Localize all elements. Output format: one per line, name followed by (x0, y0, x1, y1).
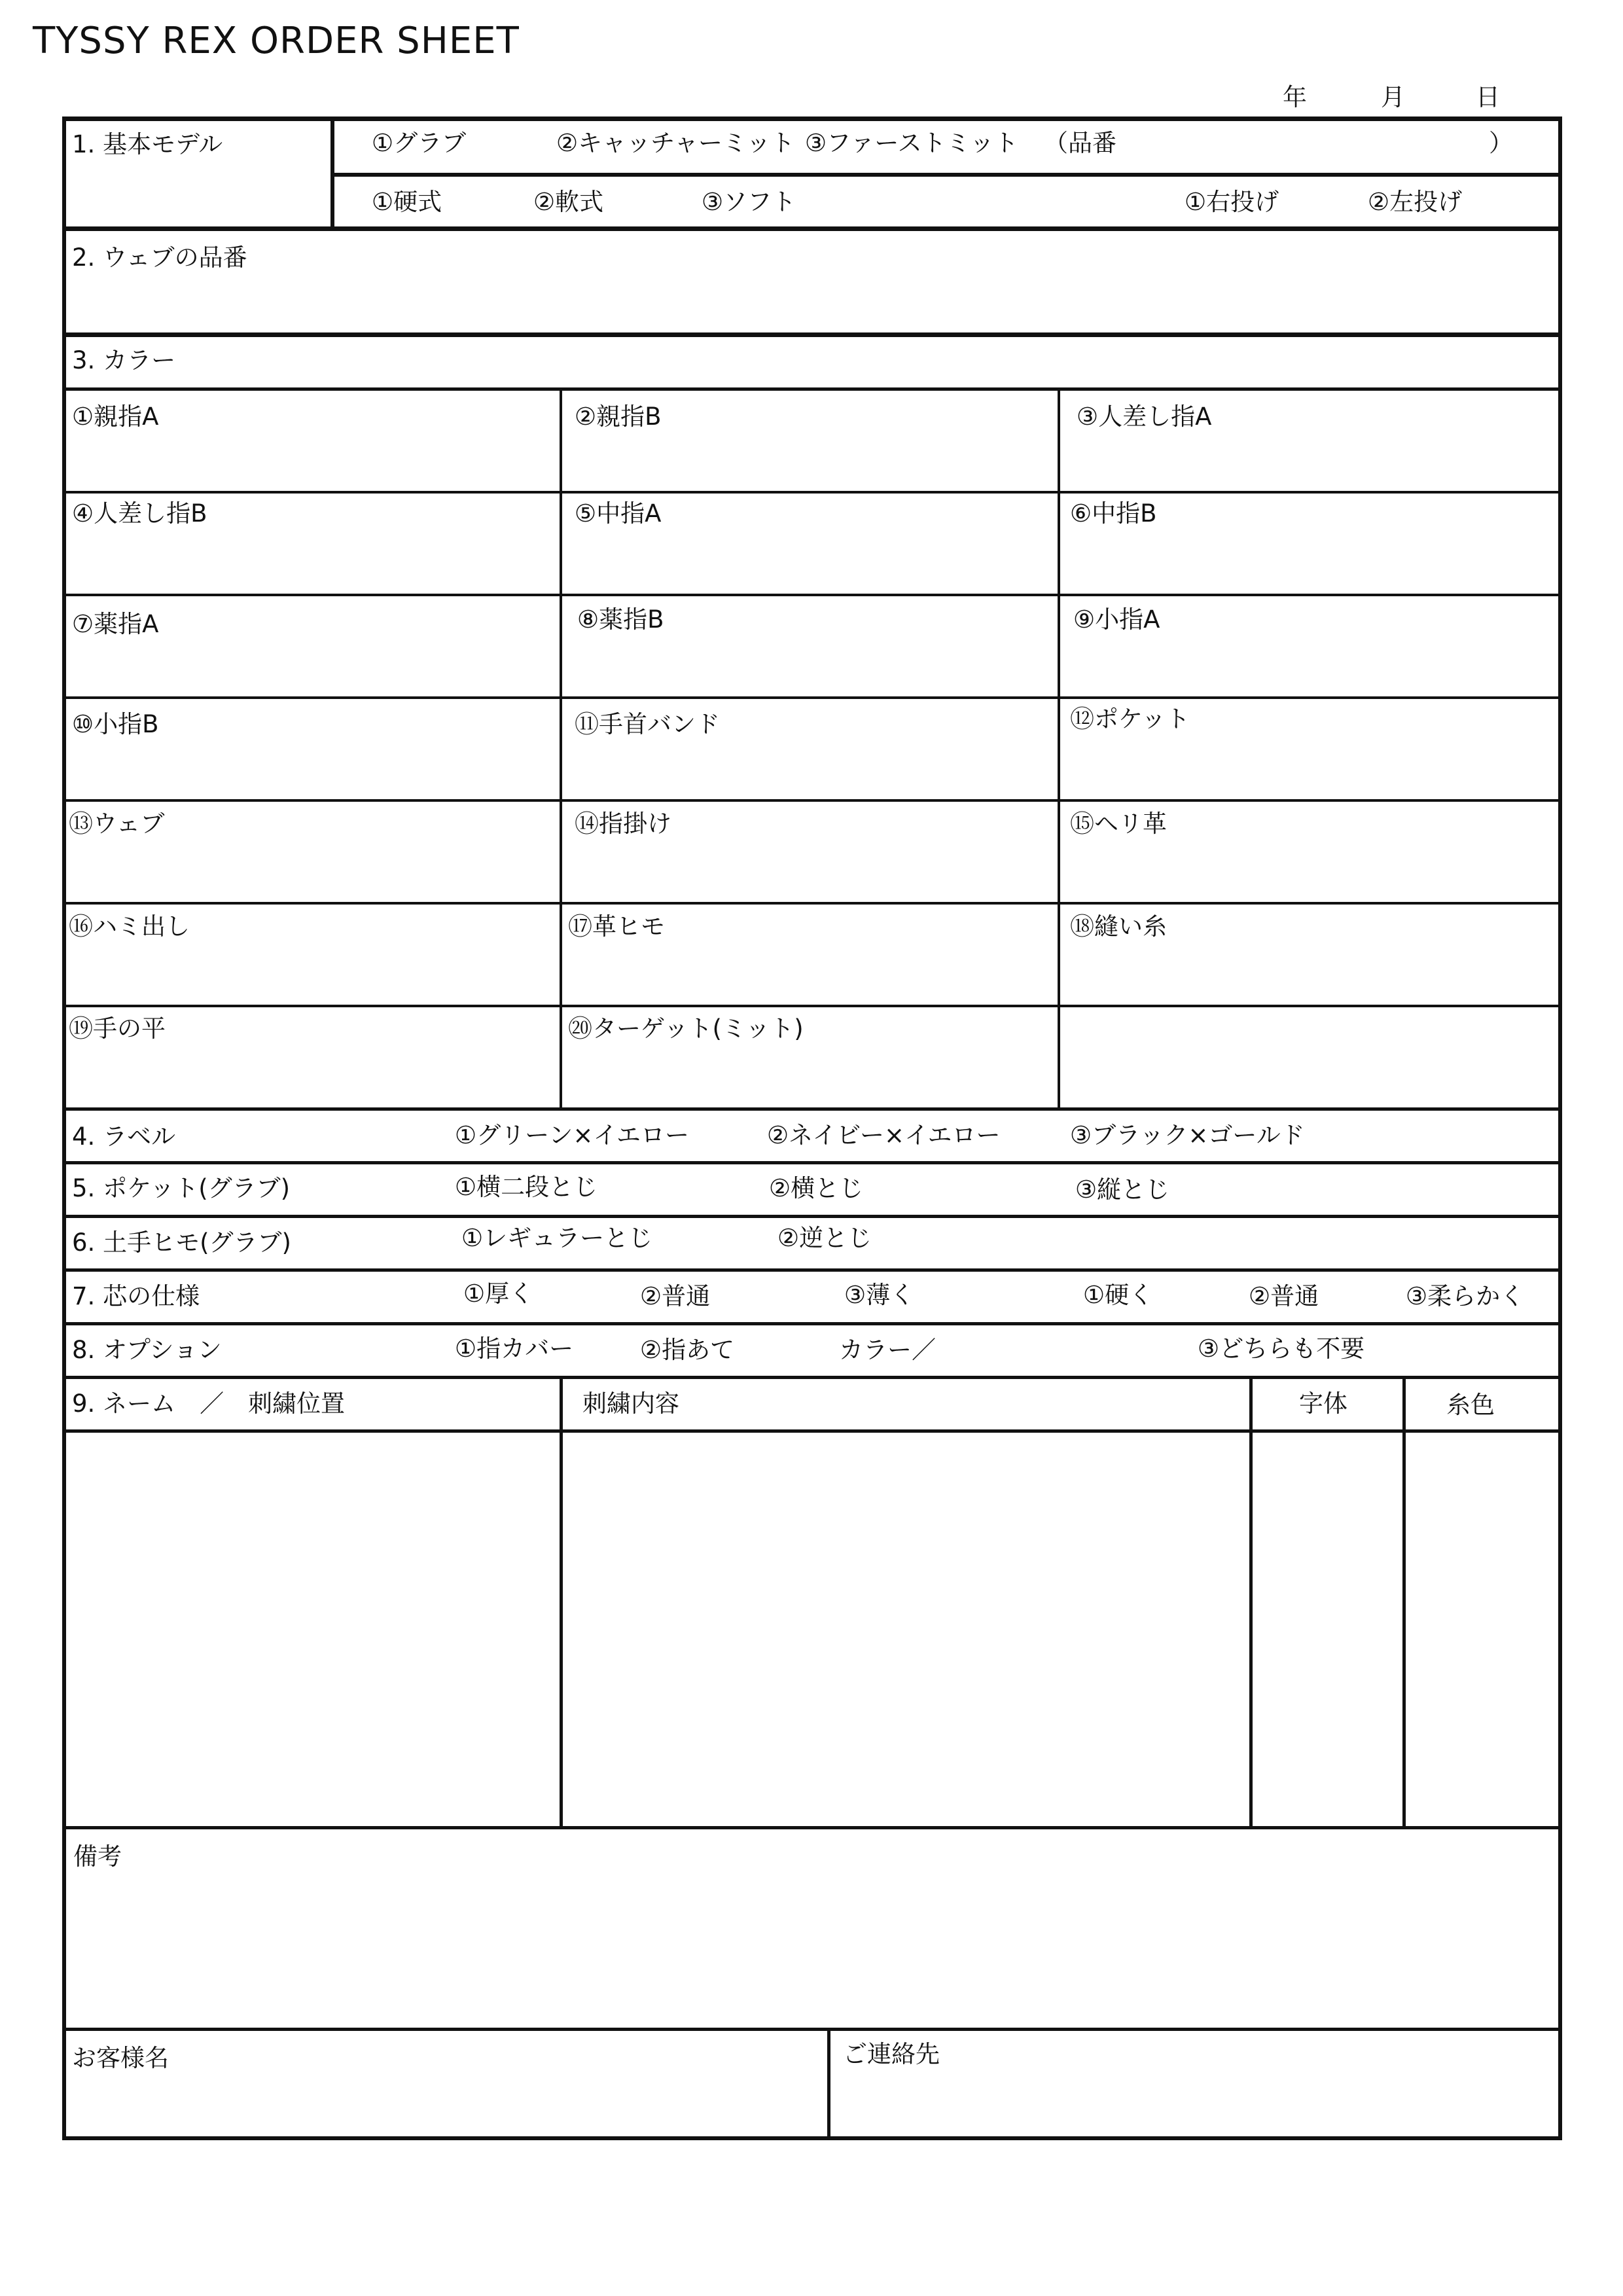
thumb-lace-option-regular[interactable]: ①レギュラーとじ (461, 1224, 653, 1252)
option-neither[interactable]: ③どちらも不要 (1198, 1335, 1365, 1363)
color-cell-3[interactable]: ③人差し指A (1077, 403, 1212, 431)
option-color-field[interactable] (942, 1330, 1185, 1369)
contact-field[interactable] (831, 2075, 1558, 2136)
remarks-label: 備考 (73, 1842, 122, 1871)
model-section-label: 1. 基本モデル (72, 130, 223, 158)
option-color-label: カラー／ (839, 1336, 936, 1364)
part-number-open: （品番 (1044, 129, 1116, 157)
label-option-navy-yellow[interactable]: ②ネイビー×イエロー (767, 1121, 1001, 1149)
embroidery-content-field[interactable] (563, 1433, 1249, 1826)
core-section-label: 7. 芯の仕様 (72, 1282, 200, 1310)
core-option-normal-thickness[interactable]: ②普通 (640, 1282, 711, 1310)
pocket-section-label: 5. ポケット(グラブ) (72, 1174, 291, 1202)
option-finger-pad[interactable]: ②指あて (640, 1336, 735, 1364)
thread-color-field[interactable] (1406, 1433, 1558, 1826)
thumb-lace-section-label: 6. 土手ヒモ(グラブ) (72, 1229, 291, 1257)
core-option-thin[interactable]: ③薄く (844, 1281, 915, 1309)
date-day-label: 日 (1476, 83, 1500, 111)
option-finger-cover[interactable]: ①指カバー (455, 1335, 574, 1363)
label-option-green-yellow[interactable]: ①グリーン×イエロー (455, 1121, 689, 1149)
web-part-number-field[interactable] (66, 275, 1558, 331)
sheet-title: TYSSY REX ORDER SHEET (33, 20, 520, 62)
color-cell-20[interactable]: ⑳ターゲット(ミット) (568, 1014, 804, 1043)
pocket-option-horizontal[interactable]: ②横とじ (769, 1174, 864, 1202)
thumb-lace-option-reverse[interactable]: ②逆とじ (777, 1224, 872, 1252)
color-cell-14[interactable]: ⑭指掛け (575, 810, 671, 838)
color-cell-7[interactable]: ⑦薬指A (72, 610, 159, 638)
label-option-black-gold[interactable]: ③ブラック×ゴールド (1070, 1121, 1305, 1149)
core-option-normal-hardness[interactable]: ②普通 (1249, 1282, 1319, 1310)
color-cell-11[interactable]: ⑪手首バンド (575, 710, 720, 738)
remarks-field[interactable] (66, 1878, 1558, 2026)
contact-label: ご連絡先 (843, 2040, 940, 2068)
color-cell-16[interactable]: ⑯ハミ出し (69, 912, 190, 941)
pocket-option-double-horizontal[interactable]: ①横二段とじ (455, 1173, 598, 1201)
color-cell-15[interactable]: ⑮ヘリ革 (1070, 810, 1167, 838)
color-cell-6[interactable]: ⑥中指B (1070, 499, 1157, 528)
model-option-first-mitt[interactable]: ③ファーストミット (805, 129, 1018, 157)
core-option-soft[interactable]: ③柔らかく (1406, 1282, 1525, 1310)
color-cell-10[interactable]: ⑩小指B (72, 710, 159, 738)
embroidery-position-field[interactable] (66, 1433, 560, 1826)
color-cell-12[interactable]: ⑫ポケット (1070, 705, 1190, 733)
color-cell-13[interactable]: ⑬ウェブ (69, 810, 165, 838)
thread-color-header: 糸色 (1446, 1391, 1495, 1419)
option-section-label: 8. オプション (72, 1336, 222, 1364)
hand-option-left[interactable]: ②左投げ (1368, 188, 1463, 216)
date-month-label: 月 (1381, 83, 1405, 111)
embroidery-content-header: 刺繍内容 (582, 1390, 679, 1418)
web-section-label: 2. ウェブの品番 (72, 243, 247, 272)
hand-option-right[interactable]: ①右投げ (1185, 188, 1279, 216)
hardness-option-soft[interactable]: ②軟式 (533, 188, 604, 216)
model-option-catcher-mitt[interactable]: ②キャッチャーミット (556, 129, 795, 157)
color-cell-17[interactable]: ⑰革ヒモ (568, 912, 665, 941)
color-cell-4[interactable]: ④人差し指B (72, 499, 207, 528)
part-number-close: ） (1489, 129, 1513, 157)
color-cell-18[interactable]: ⑱縫い糸 (1070, 912, 1167, 941)
core-option-hard[interactable]: ①硬く (1083, 1281, 1154, 1309)
color-cell-5[interactable]: ⑤中指A (575, 499, 662, 528)
model-option-glove[interactable]: ①グラブ (372, 129, 467, 157)
font-header: 字体 (1299, 1390, 1347, 1418)
hardness-option-hard[interactable]: ①硬式 (372, 188, 442, 216)
customer-name-label: お客様名 (72, 2044, 169, 2072)
font-field[interactable] (1253, 1433, 1402, 1826)
color-cell-19[interactable]: ⑲手の平 (69, 1014, 166, 1043)
color-cell-2[interactable]: ②親指B (575, 403, 662, 431)
date-year-label: 年 (1283, 83, 1307, 111)
color-section-label: 3. カラー (72, 346, 176, 374)
hardness-option-softball[interactable]: ③ソフト (702, 188, 796, 216)
customer-name-field[interactable] (66, 2078, 825, 2136)
name-section-label: 9. ネーム ／ 刺繍位置 (72, 1390, 346, 1418)
core-option-thick[interactable]: ①厚く (463, 1280, 534, 1308)
part-number-field[interactable] (1113, 128, 1479, 157)
color-cell-9[interactable]: ⑨小指A (1073, 605, 1160, 634)
color-cell-empty (1060, 1009, 1558, 1107)
label-section-label: 4. ラベル (72, 1122, 176, 1151)
pocket-option-vertical[interactable]: ③縦とじ (1075, 1175, 1170, 1204)
color-cell-8[interactable]: ⑧薬指B (577, 605, 664, 634)
color-cell-1[interactable]: ①親指A (72, 403, 159, 431)
